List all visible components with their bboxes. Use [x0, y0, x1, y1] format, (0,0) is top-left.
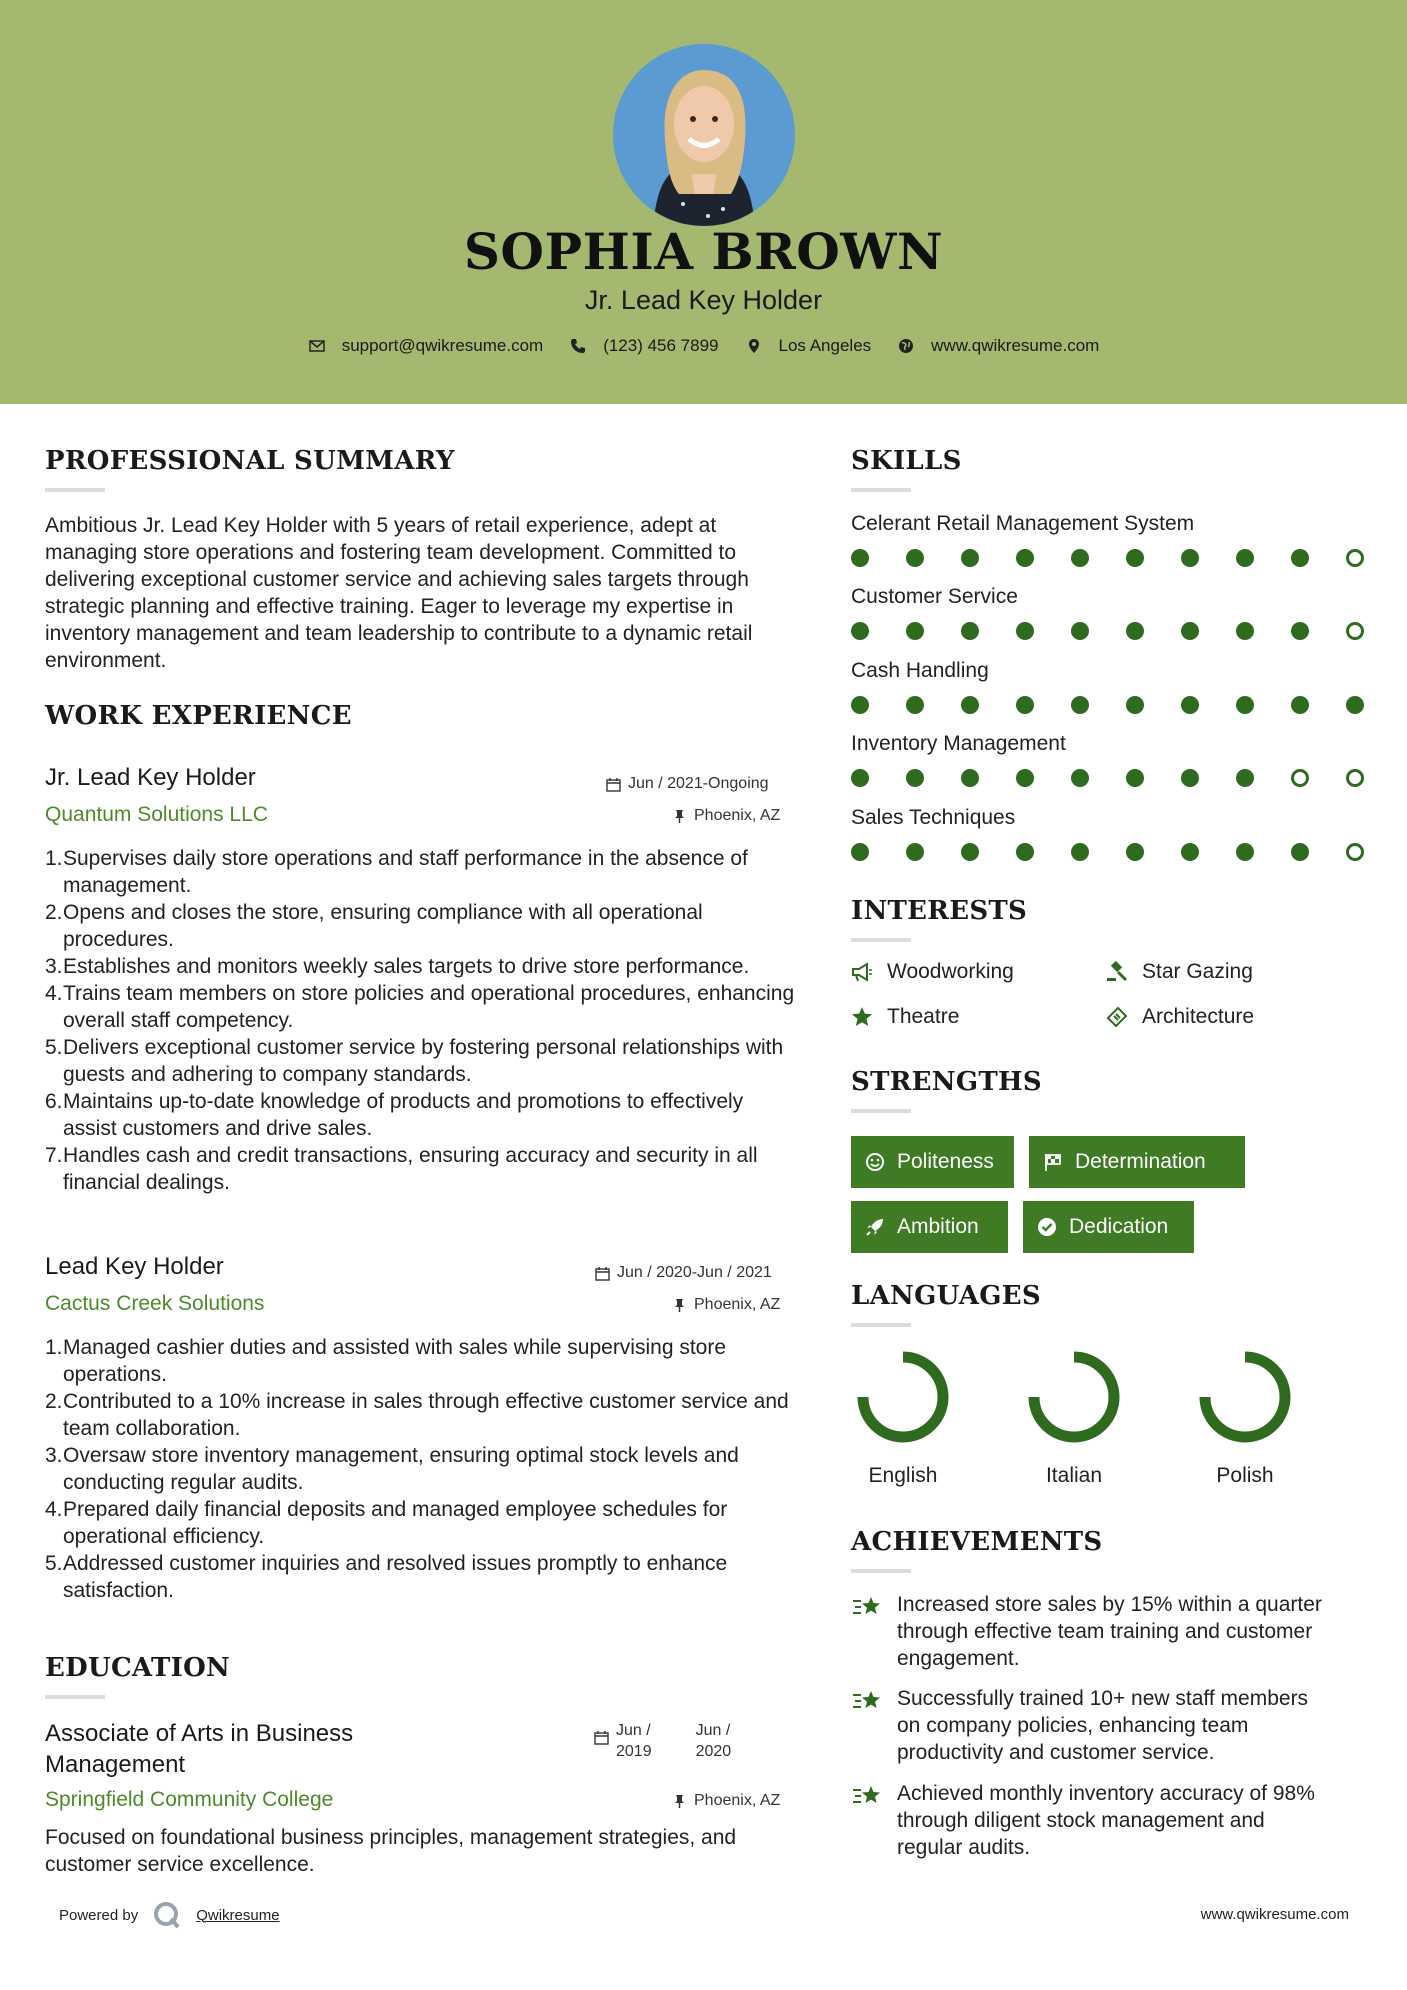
map-pin-icon	[745, 337, 763, 355]
skill-dot-filled	[1071, 843, 1089, 861]
job-dates-text: Jun / 2020-Jun / 2021	[617, 1264, 772, 1281]
end-month: Jun /	[695, 1722, 731, 1739]
skill-dot-filled	[1071, 769, 1089, 787]
job-title: Jr. Lead Key Holder	[45, 764, 256, 791]
contact-email-text: support@qwikresume.com	[341, 336, 544, 355]
skill-dot-filled	[1126, 696, 1144, 714]
skill-dot-filled	[1126, 549, 1144, 567]
skill-rating	[851, 549, 1364, 567]
calendar-icon	[594, 1730, 609, 1745]
interest-item	[851, 960, 1014, 984]
skill-dot-filled	[1181, 696, 1199, 714]
skill-name: Customer Service	[851, 585, 1018, 608]
skill-dot-filled	[851, 696, 869, 714]
contact-website[interactable]	[897, 336, 1099, 356]
megaphone-icon	[851, 961, 873, 983]
skill-dot-filled	[906, 843, 924, 861]
skill-rating	[851, 622, 1364, 640]
contact-email[interactable]	[308, 336, 544, 356]
skill-dot-filled	[906, 696, 924, 714]
achievements-divider	[851, 1569, 911, 1573]
job-location-text: Phoenix, AZ	[694, 807, 781, 824]
pushpin-icon	[672, 1298, 687, 1313]
languages-divider	[851, 1323, 911, 1327]
strength-label: Determination	[1075, 1150, 1206, 1173]
skill-dot-filled	[851, 622, 869, 640]
language-meter	[1198, 1350, 1292, 1444]
list-item: 2. Contributed to a 10% increase in sales through effective customer service and team collaboration.	[45, 1390, 789, 1440]
skill-name: Inventory Management	[851, 732, 1066, 755]
skill-rating	[851, 843, 1364, 861]
rocket-icon	[865, 1217, 885, 1237]
strengths-divider	[851, 1109, 911, 1113]
work-heading: WORK EXPERIENCE	[45, 701, 352, 731]
strength-label: Politeness	[897, 1150, 994, 1173]
interest-item	[1106, 1005, 1254, 1029]
skill-dot-filled	[1236, 549, 1254, 567]
skill-name: Sales Techniques	[851, 806, 1016, 829]
language-name: Polish	[1216, 1464, 1274, 1487]
list-item: 2. Opens and closes the store, ensuring compliance with all operational procedures.	[45, 901, 703, 951]
end-year: 2020	[695, 1743, 732, 1760]
summary-divider	[45, 488, 105, 492]
job-location	[672, 807, 780, 825]
job-title: Lead Key Holder	[45, 1253, 224, 1280]
footer-website[interactable]: www.qwikresume.com	[1200, 1906, 1349, 1923]
list-item: 5. Delivers exceptional customer service by fostering personal relationships with guests and adhering to company standards.	[45, 1036, 784, 1086]
skill-dot-filled	[906, 622, 924, 640]
skills-divider	[851, 488, 911, 492]
footer-powered-by	[59, 1900, 280, 1930]
language-item	[1185, 1350, 1305, 1488]
language-level-arc	[863, 1357, 943, 1437]
skill-dot-filled	[961, 549, 979, 567]
list-item: 1. Supervises daily store operations and staff performance in the absence of management.	[45, 847, 748, 897]
skill-dot-filled	[906, 549, 924, 567]
skill-dot-filled	[961, 769, 979, 787]
list-item: 7. Handles cash and credit transactions, ensuring accuracy and security in all financial dealings.	[45, 1144, 758, 1194]
candidate-name: SOPHIA BROWN	[463, 222, 944, 281]
education-divider	[45, 1695, 105, 1699]
list-item: 6. Maintains up-to-date knowledge of products and promotions to effectively assist customers and drive sales.	[45, 1090, 744, 1140]
skill-dot-filled	[1071, 622, 1089, 640]
language-item	[843, 1350, 963, 1488]
flag-icon	[1043, 1152, 1063, 1172]
gavel-icon	[1106, 961, 1128, 983]
language-meter	[1027, 1350, 1121, 1444]
skill-dot-filled	[1291, 549, 1309, 567]
skill-dot-filled	[961, 696, 979, 714]
contact-bar	[0, 336, 1407, 356]
contact-phone-text: (123) 456 7899	[603, 336, 719, 355]
achievement-text: Achieved monthly inventory accuracy of 98% through diligent stock management and regular audits.	[897, 1782, 1315, 1859]
strength-badge	[1029, 1136, 1245, 1188]
interests-divider	[851, 938, 911, 942]
skill-dot-filled	[1346, 696, 1364, 714]
list-item: 4. Trains team members on store policies and operational procedures, enhancing overall staff competency.	[45, 982, 795, 1032]
skill-dot-empty	[1346, 622, 1364, 640]
list-item: 4. Prepared daily financial deposits and managed employee schedules for operational efficiency.	[45, 1498, 728, 1548]
pushpin-icon	[672, 809, 687, 824]
achievement-item	[851, 1591, 1331, 1672]
job-dates	[606, 775, 769, 793]
skill-name: Cash Handling	[851, 659, 989, 682]
skill-dot-filled	[1016, 622, 1034, 640]
job-bullets	[45, 845, 795, 1196]
achievement-item	[851, 1780, 1331, 1861]
skill-dot-filled	[1126, 769, 1144, 787]
contact-website-text: www.qwikresume.com	[931, 336, 1100, 355]
skill-dot-filled	[1016, 549, 1034, 567]
achievement-text: Successfully trained 10+ new staff members on company policies, enhancing team productivity and customer service.	[897, 1687, 1309, 1764]
language-meter	[856, 1350, 950, 1444]
skill-dot-filled	[1126, 622, 1144, 640]
calendar-icon	[606, 777, 621, 792]
education-location-text: Phoenix, AZ	[694, 1792, 781, 1809]
achievement-item	[851, 1685, 1331, 1766]
language-item	[1014, 1350, 1134, 1488]
summary-heading: PROFESSIONAL SUMMARY	[45, 446, 455, 476]
skill-dot-filled	[1291, 696, 1309, 714]
interest-label: Woodworking	[887, 960, 1014, 983]
contact-phone[interactable]	[569, 336, 718, 356]
interest-item	[1106, 960, 1253, 984]
powered-by-label: Powered by	[59, 1906, 139, 1924]
contact-location	[745, 336, 872, 356]
start-year: 2019	[616, 1743, 652, 1760]
skill-dot-filled	[1236, 769, 1254, 787]
skill-rating	[851, 769, 1364, 787]
degree-line-1: Associate of Arts in Business	[45, 1720, 354, 1747]
education-heading: EDUCATION	[45, 1653, 231, 1683]
skill-dot-empty	[1346, 843, 1364, 861]
job-company: Quantum Solutions LLC	[45, 803, 268, 826]
skill-dot-filled	[1016, 696, 1034, 714]
skill-dot-filled	[1236, 696, 1254, 714]
languages-heading: LANGUAGES	[851, 1281, 1041, 1311]
strength-badge	[851, 1201, 1008, 1253]
profile-photo-image	[613, 44, 795, 226]
interest-item	[851, 1005, 959, 1029]
start-month: Jun /	[616, 1722, 651, 1739]
language-name: Italian	[1045, 1464, 1103, 1487]
contact-location-text: Los Angeles	[778, 336, 872, 355]
job-company: Cactus Creek Solutions	[45, 1292, 265, 1315]
language-name: English	[868, 1464, 938, 1487]
job-location-text: Phoenix, AZ	[694, 1296, 781, 1313]
strength-badge	[1023, 1201, 1194, 1253]
education-location	[672, 1792, 780, 1810]
degree-title	[45, 1718, 353, 1780]
skill-dot-empty	[1346, 769, 1364, 787]
education-dates	[594, 1720, 731, 1762]
skill-dot-filled	[1016, 769, 1034, 787]
skill-dot-filled	[1126, 843, 1144, 861]
language-level-arc	[1205, 1357, 1285, 1437]
calendar-icon	[595, 1266, 610, 1281]
job-dates	[595, 1264, 772, 1282]
skills-heading: SKILLS	[851, 446, 962, 476]
education-start	[616, 1720, 652, 1762]
strength-badge	[851, 1136, 1014, 1188]
skill-rating	[851, 696, 1364, 714]
education-description: Focused on foundational business principles, management strategies, and customer service excellence.	[45, 1826, 737, 1876]
language-level-arc	[1034, 1357, 1114, 1437]
skill-dot-filled	[961, 843, 979, 861]
interest-label: Star Gazing	[1142, 960, 1253, 983]
skill-dot-filled	[1181, 622, 1199, 640]
ticket-icon	[1106, 1006, 1128, 1028]
job-bullets	[45, 1334, 795, 1604]
candidate-title: Jr. Lead Key Holder	[584, 285, 823, 315]
interest-label: Architecture	[1142, 1005, 1255, 1028]
summary-text: Ambitious Jr. Lead Key Holder with 5 years of retail experience, adept at managing store operations and fostering team development. Committed to delivering exceptional customer service and achieving sales targets through strategic planning and effective training. Eager to leverage my expertise in inventory management and team leadership to contribute to a dynamic retail environment.	[45, 514, 753, 672]
degree-line-2: Management	[45, 1751, 186, 1778]
skill-dot-filled	[851, 549, 869, 567]
qwikresume-link[interactable]: Qwikresume	[196, 1906, 280, 1924]
school-name: Springfield Community College	[45, 1788, 334, 1811]
interest-label: Theatre	[887, 1005, 960, 1028]
job-dates-text: Jun / 2021-Ongoing	[628, 775, 769, 792]
skill-dot-filled	[1236, 843, 1254, 861]
skill-name: Celerant Retail Management System	[851, 512, 1195, 535]
skill-dot-filled	[1181, 549, 1199, 567]
skill-dot-empty	[1291, 769, 1309, 787]
shooting-star-icon	[851, 1782, 885, 1810]
shooting-star-icon	[851, 1593, 885, 1621]
skill-dot-empty	[1346, 549, 1364, 567]
skill-dot-filled	[851, 769, 869, 787]
skill-dot-filled	[851, 843, 869, 861]
skill-dot-filled	[1181, 769, 1199, 787]
envelope-icon	[308, 337, 326, 355]
job-location	[672, 1296, 780, 1314]
strength-label: Dedication	[1069, 1215, 1169, 1238]
skill-dot-filled	[1291, 622, 1309, 640]
strengths-heading: STRENGTHS	[851, 1067, 1042, 1097]
pushpin-icon	[672, 1794, 687, 1809]
skill-dot-filled	[1291, 843, 1309, 861]
skill-dot-filled	[1071, 696, 1089, 714]
phone-icon	[569, 337, 587, 355]
skill-dot-filled	[1016, 843, 1034, 861]
achievement-text: Increased store sales by 15% within a quarter through effective team training and customer engagement.	[897, 1593, 1322, 1670]
star-icon	[851, 1006, 873, 1028]
list-item: 3. Establishes and monitors weekly sales targets to drive store performance.	[45, 955, 750, 978]
list-item: 1. Managed cashier duties and assisted with sales while supervising store operations.	[45, 1336, 727, 1386]
shooting-star-icon	[851, 1687, 885, 1715]
check-circle-icon	[1037, 1217, 1057, 1237]
list-item: 5. Addressed customer inquiries and resolved issues promptly to enhance satisfaction.	[45, 1552, 728, 1602]
qwikresume-logo-icon	[152, 1900, 182, 1930]
strength-label: Ambition	[897, 1215, 979, 1238]
smile-icon	[865, 1152, 885, 1172]
skill-dot-filled	[961, 622, 979, 640]
skill-dot-filled	[906, 769, 924, 787]
education-end	[696, 1720, 732, 1762]
skill-dot-filled	[1071, 549, 1089, 567]
profile-photo	[613, 44, 795, 226]
skill-dot-filled	[1236, 622, 1254, 640]
header-band	[0, 0, 1407, 404]
globe-icon	[897, 337, 915, 355]
skill-dot-filled	[1181, 843, 1199, 861]
list-item: 3. Oversaw store inventory management, ensuring optimal stock levels and conducting regular audits.	[45, 1444, 739, 1494]
achievements-heading: ACHIEVEMENTS	[851, 1527, 1103, 1557]
interests-heading: INTERESTS	[851, 896, 1028, 926]
